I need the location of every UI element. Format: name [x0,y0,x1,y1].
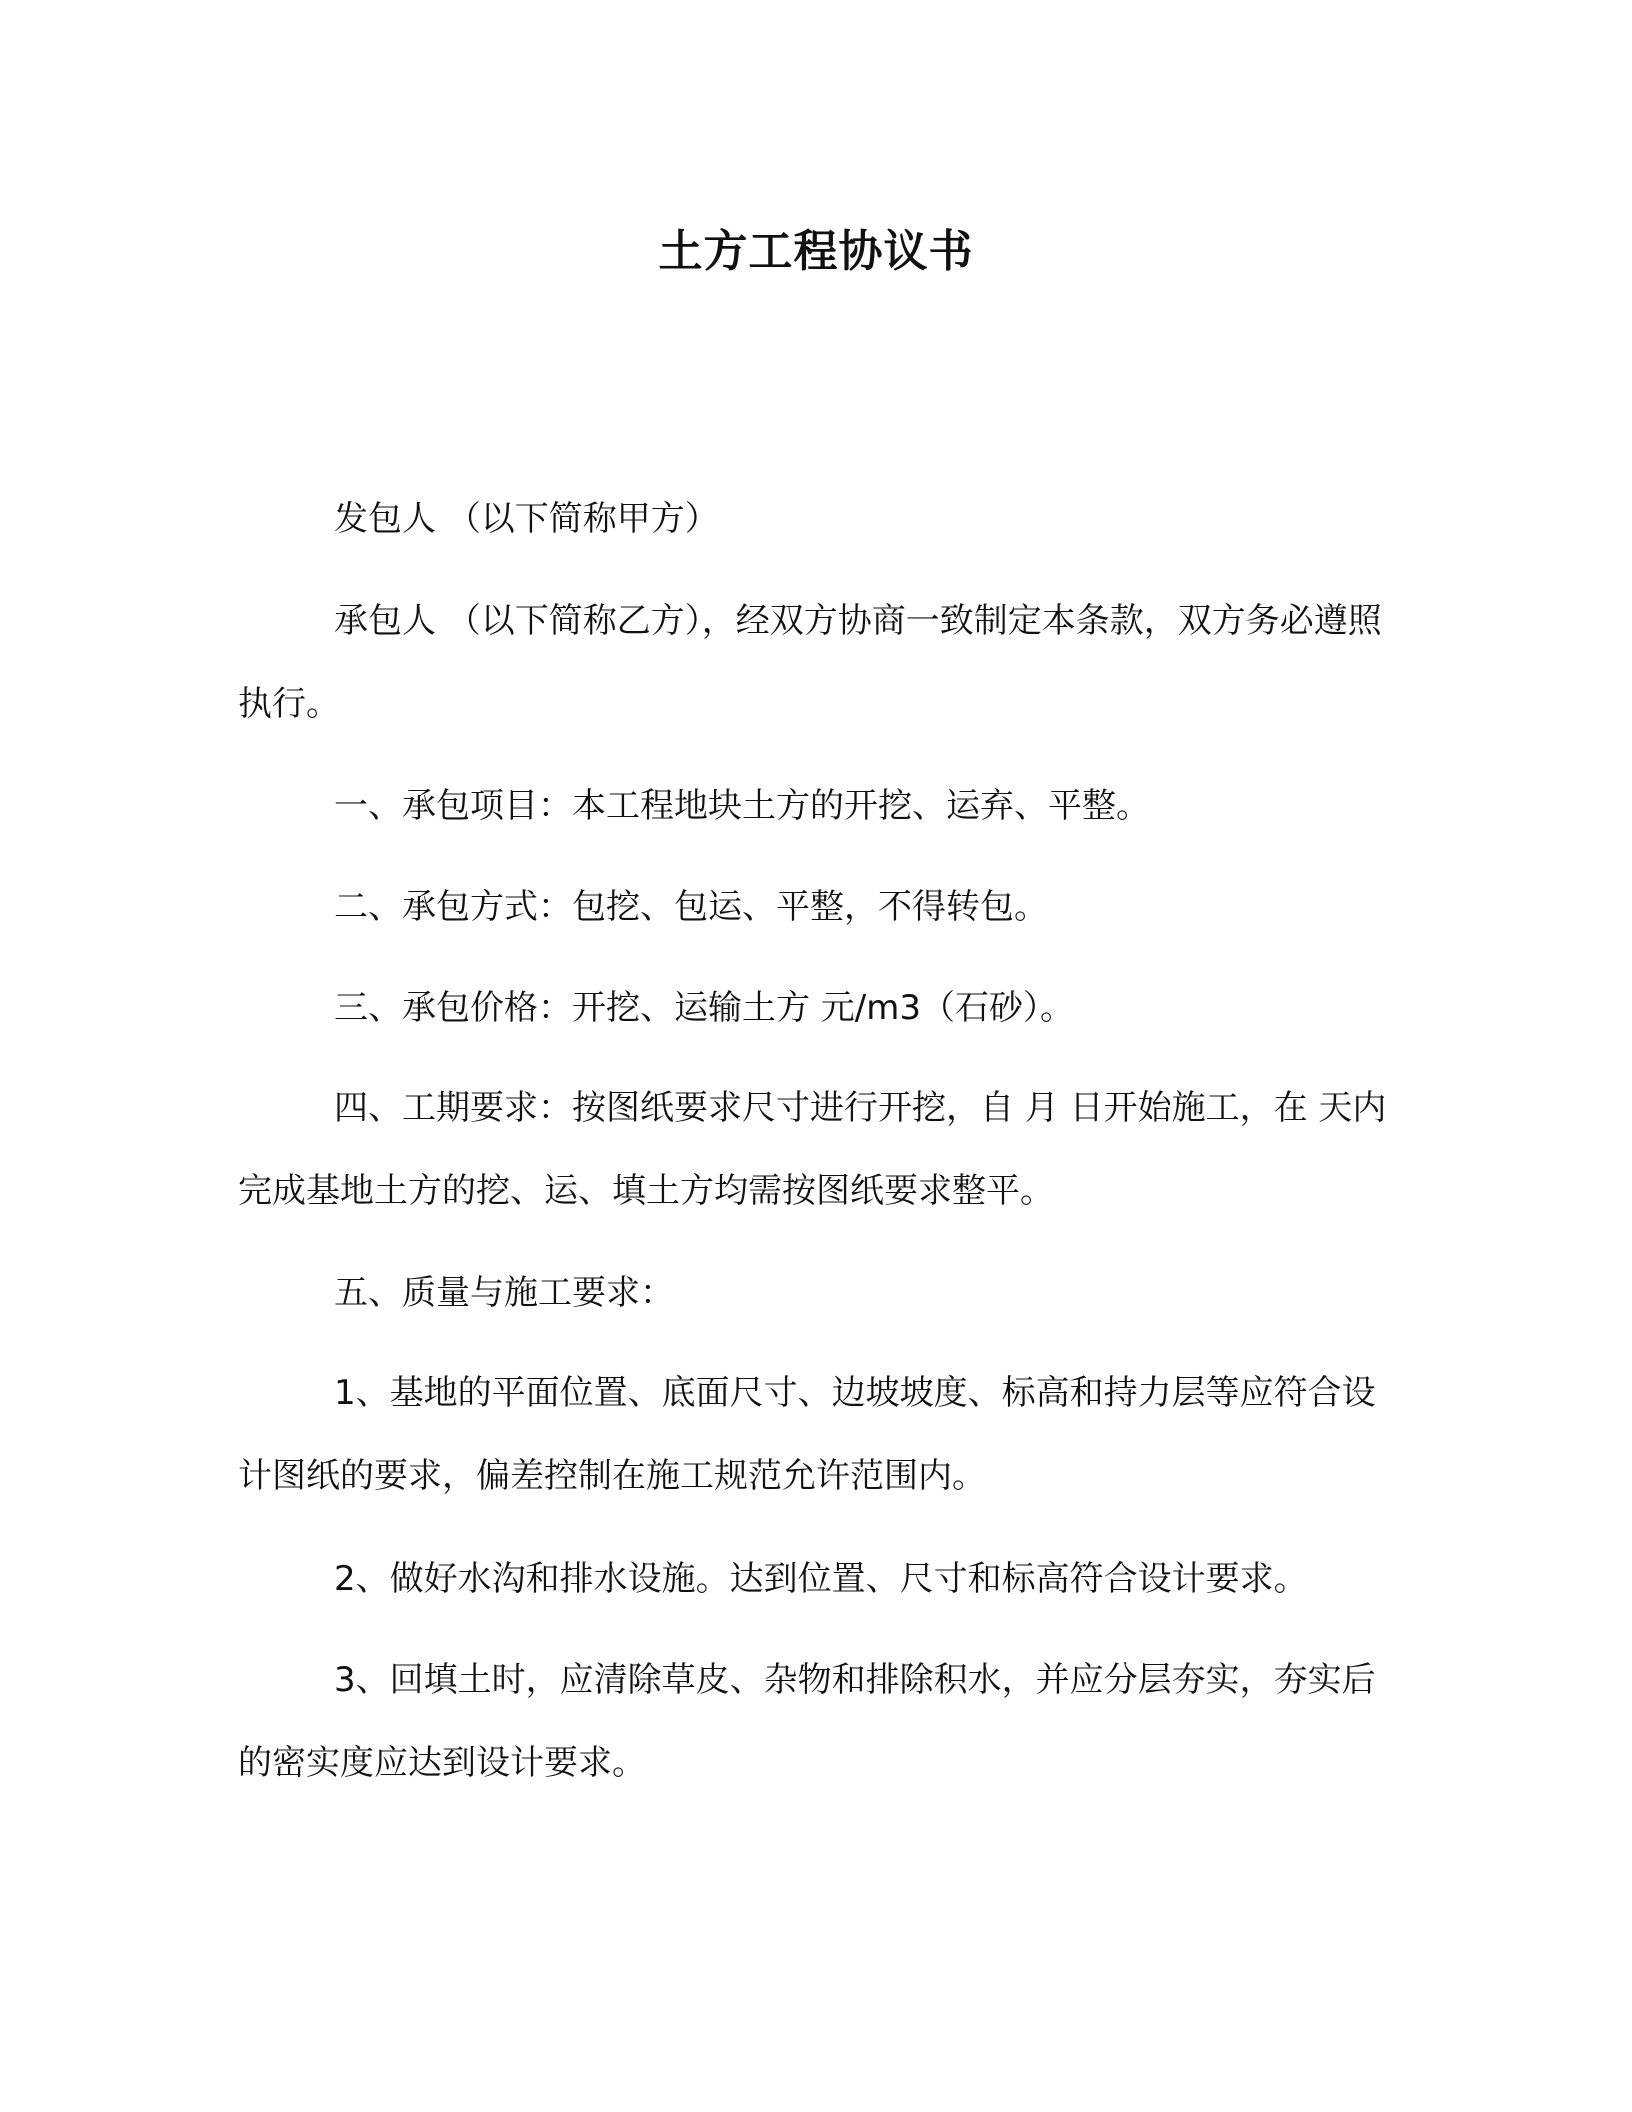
paragraph-clause-4: 四、工期要求：按图纸要求尺寸进行开挖，自 月 日开始施工，在 天内完成基地土方的挖、运、填土方均需按图纸要求整平。 [238,1088,1387,1211]
paragraph-clause-5: 五、质量与施工要求： [334,1273,674,1313]
paragraph-item-3: 3、回填土时，应清除草皮、杂物和排除积水，并应分层夯实，夯实后的密实度应达到设计要求。 [238,1660,1376,1783]
paragraph-clause-3: 三、承包价格：开挖、运输土方 元/m3（石砂）。 [334,988,1075,1028]
document-title: 土方工程协议书 [658,226,974,277]
paragraph-party-b: 承包人 （以下简称乙方），经双方协商一致制定本条款，双方务必遵照执行。 [238,601,1382,724]
paragraph-clause-1: 一、承包项目：本工程地块土方的开挖、运弃、平整。 [334,786,1150,826]
paragraph-item-1: 1、基地的平面位置、底面尺寸、边坡坡度、标高和持力层等应符合设计图纸的要求，偏差控制在施工规范允许范围内。 [238,1373,1376,1496]
paragraph-item-2: 2、做好水沟和排水设施。达到位置、尺寸和标高符合设计要求。 [334,1559,1308,1599]
paragraph-clause-2: 二、承包方式：包挖、包运、平整，不得转包。 [334,887,1048,927]
paragraph-party-a: 发包人 （以下简称甲方） [334,499,719,539]
